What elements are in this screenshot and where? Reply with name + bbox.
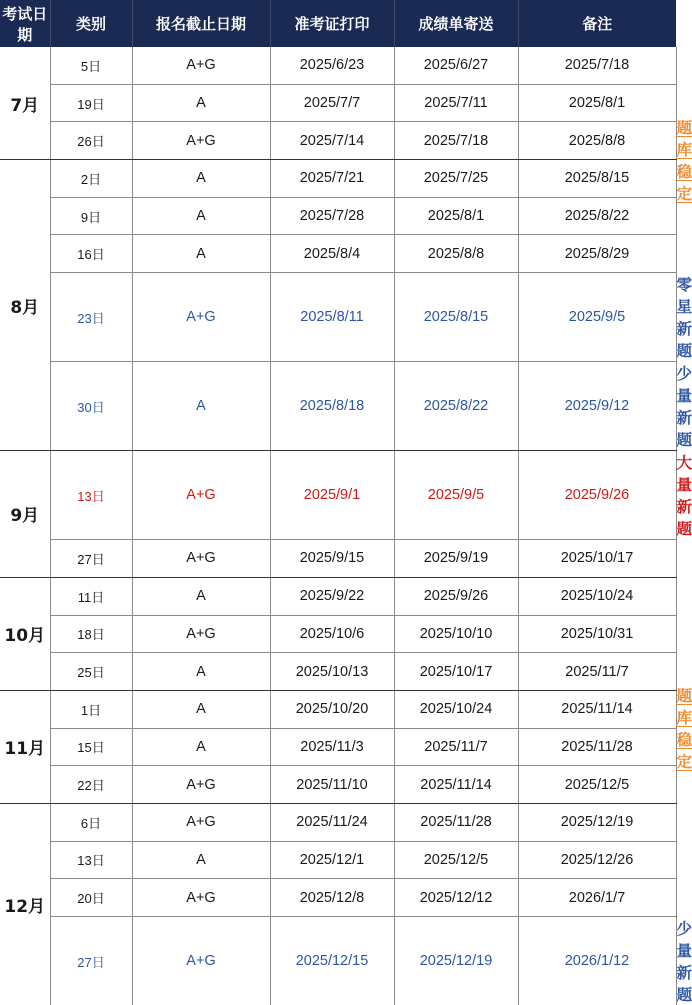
header-row [0, 0, 676, 47]
day-cell: 16日 [50, 235, 132, 273]
deadline-cell: 2025/7/14 [270, 122, 394, 160]
table-row [0, 577, 676, 615]
deadline-cell: 2025/11/3 [270, 728, 394, 766]
day-cell: 13日 [50, 841, 132, 879]
deadline-cell: 2025/10/13 [270, 653, 394, 691]
admit-cell: 2025/8/1 [394, 197, 518, 235]
table-row [0, 160, 676, 198]
category-cell: A+G [132, 451, 270, 540]
report-cell: 2025/10/24 [518, 577, 676, 615]
category-cell: A [132, 235, 270, 273]
admit-cell: 2025/7/11 [394, 84, 518, 122]
admit-cell: 2025/8/8 [394, 235, 518, 273]
table-row: 7月 5日 A+G 2025/6/23 2025/6/27 2025/7/18 题库稳定 [0, 47, 676, 84]
admit-cell: 2025/9/19 [394, 540, 518, 578]
day-cell: 27日 [50, 540, 132, 578]
header-score-report: 成绩单寄送 [394, 0, 518, 47]
table-row [0, 653, 676, 691]
day-cell: 23日 [50, 273, 132, 362]
day-cell: 13日 [50, 451, 132, 540]
day-cell: 18日 [50, 615, 132, 653]
day-cell: 6日 [50, 803, 132, 841]
table-row [0, 879, 676, 917]
category-cell: A+G [132, 766, 270, 804]
admit-cell: 2025/11/14 [394, 766, 518, 804]
day-cell: 19日 [50, 84, 132, 122]
report-cell: 2025/8/22 [518, 197, 676, 235]
admit-cell: 2025/10/17 [394, 653, 518, 691]
admit-cell: 2025/10/24 [394, 690, 518, 728]
header-remarks: 备注 [518, 0, 676, 47]
report-cell: 2026/1/12 [518, 917, 676, 1005]
category-cell: A+G [132, 879, 270, 917]
category-cell: A [132, 841, 270, 879]
deadline-cell: 2025/11/10 [270, 766, 394, 804]
month-cell: 11月 [0, 690, 50, 803]
deadline-cell: 2025/6/23 [270, 47, 394, 84]
report-cell: 2026/1/7 [518, 879, 676, 917]
deadline-cell: 2025/11/24 [270, 803, 394, 841]
admit-cell: 2025/6/27 [394, 47, 518, 84]
report-cell: 2025/8/1 [518, 84, 676, 122]
category-cell: A [132, 197, 270, 235]
header-registration-deadline: 报名截止日期 [132, 0, 270, 47]
day-cell: 11日 [50, 577, 132, 615]
deadline-cell: 2025/8/11 [270, 273, 394, 362]
table-row: 23日 A+G 2025/8/11 2025/8/15 2025/9/5 零星新题 [0, 273, 676, 362]
category-cell: A+G [132, 803, 270, 841]
day-cell: 26日 [50, 122, 132, 160]
day-cell: 22日 [50, 766, 132, 804]
deadline-cell: 2025/9/15 [270, 540, 394, 578]
admit-cell: 2025/11/7 [394, 728, 518, 766]
admit-cell: 2025/7/25 [394, 160, 518, 198]
deadline-cell: 2025/8/18 [270, 362, 394, 451]
day-cell: 9日 [50, 197, 132, 235]
admit-cell: 2025/8/22 [394, 362, 518, 451]
month-cell: 9月 [0, 451, 50, 578]
deadline-cell: 2025/12/1 [270, 841, 394, 879]
day-cell: 15日 [50, 728, 132, 766]
month-cell: 10月 [0, 577, 50, 690]
category-cell: A+G [132, 273, 270, 362]
report-cell: 2025/7/18 [518, 47, 676, 84]
table-row: 27日 A+G 2025/9/15 2025/9/19 2025/10/17 题库稳定 [0, 540, 676, 578]
deadline-cell: 2025/7/21 [270, 160, 394, 198]
report-cell: 2025/8/29 [518, 235, 676, 273]
table-row [0, 122, 676, 160]
category-cell: A+G [132, 122, 270, 160]
admit-cell: 2025/9/5 [394, 451, 518, 540]
day-cell: 25日 [50, 653, 132, 691]
category-cell: A [132, 653, 270, 691]
deadline-cell: 2025/12/8 [270, 879, 394, 917]
month-cell: 12月 [0, 803, 50, 1005]
admit-cell: 2025/12/12 [394, 879, 518, 917]
admit-cell: 2025/12/5 [394, 841, 518, 879]
category-cell: A [132, 84, 270, 122]
header-admission-ticket: 准考证打印 [270, 0, 394, 47]
deadline-cell: 2025/9/1 [270, 451, 394, 540]
table-row [0, 84, 676, 122]
report-cell: 2025/11/14 [518, 690, 676, 728]
deadline-cell: 2025/8/4 [270, 235, 394, 273]
table-row [0, 803, 676, 841]
table-row [0, 197, 676, 235]
month-cell: 8月 [0, 160, 50, 451]
admit-cell: 2025/10/10 [394, 615, 518, 653]
table-row: 30日 A 2025/8/18 2025/8/22 2025/9/12 少量新题 [0, 362, 676, 451]
report-cell: 2025/8/8 [518, 122, 676, 160]
deadline-cell: 2025/12/15 [270, 917, 394, 1005]
table-row [0, 728, 676, 766]
category-cell: A+G [132, 47, 270, 84]
table-row [0, 615, 676, 653]
category-cell: A [132, 728, 270, 766]
table-row [0, 235, 676, 273]
table-row [0, 766, 676, 804]
category-cell: A [132, 160, 270, 198]
report-cell: 2025/11/28 [518, 728, 676, 766]
day-cell: 27日 [50, 917, 132, 1005]
deadline-cell: 2025/7/7 [270, 84, 394, 122]
header-exam-date: 考试日期 [0, 0, 50, 47]
category-cell: A [132, 362, 270, 451]
admit-cell: 2025/9/26 [394, 577, 518, 615]
report-cell: 2025/12/26 [518, 841, 676, 879]
deadline-cell: 2025/9/22 [270, 577, 394, 615]
deadline-cell: 2025/10/6 [270, 615, 394, 653]
report-cell: 2025/11/7 [518, 653, 676, 691]
report-cell: 2025/8/15 [518, 160, 676, 198]
table-row [0, 841, 676, 879]
category-cell: A+G [132, 615, 270, 653]
category-cell: A [132, 690, 270, 728]
table-row [0, 690, 676, 728]
day-cell: 2日 [50, 160, 132, 198]
header-category: 类别 [50, 0, 132, 47]
table-row: 9月 13日 A+G 2025/9/1 2025/9/5 2025/9/26 大量新题 [0, 451, 676, 540]
report-cell: 2025/9/12 [518, 362, 676, 451]
day-cell: 5日 [50, 47, 132, 84]
day-cell: 30日 [50, 362, 132, 451]
admit-cell: 2025/11/28 [394, 803, 518, 841]
report-cell: 2025/10/31 [518, 615, 676, 653]
report-cell: 2025/12/19 [518, 803, 676, 841]
table-row: 27日 A+G 2025/12/15 2025/12/19 2026/1/12 少量新题 [0, 917, 676, 1005]
report-cell: 2025/10/17 [518, 540, 676, 578]
admit-cell: 2025/8/15 [394, 273, 518, 362]
category-cell: A+G [132, 540, 270, 578]
deadline-cell: 2025/7/28 [270, 197, 394, 235]
category-cell: A+G [132, 917, 270, 1005]
day-cell: 20日 [50, 879, 132, 917]
admit-cell: 2025/7/18 [394, 122, 518, 160]
admit-cell: 2025/12/19 [394, 917, 518, 1005]
day-cell: 1日 [50, 690, 132, 728]
month-cell: 7月 [0, 47, 50, 160]
report-cell: 2025/12/5 [518, 766, 676, 804]
report-cell: 2025/9/5 [518, 273, 676, 362]
category-cell: A [132, 577, 270, 615]
report-cell: 2025/9/26 [518, 451, 676, 540]
deadline-cell: 2025/10/20 [270, 690, 394, 728]
